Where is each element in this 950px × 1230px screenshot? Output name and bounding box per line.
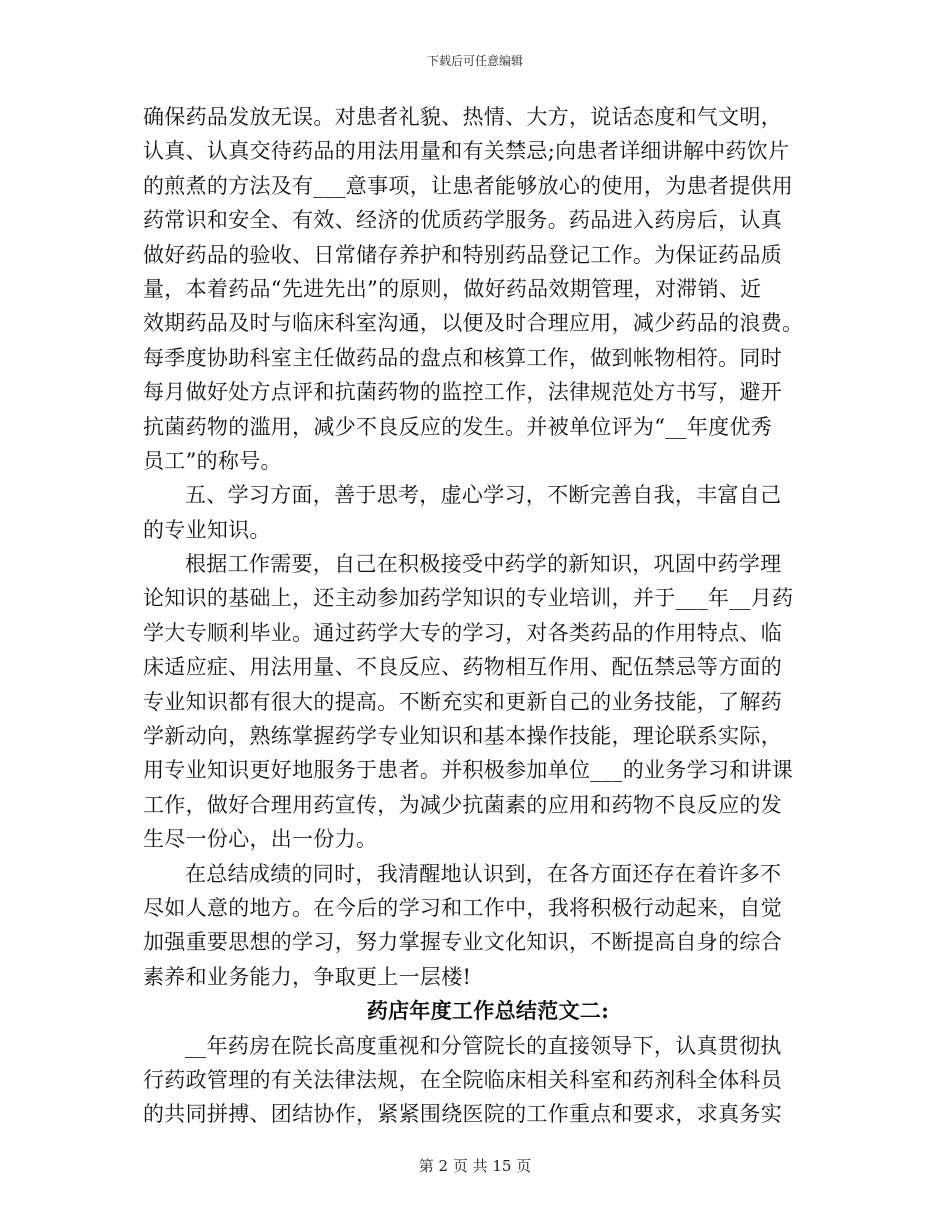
- text-line: 学新动向，熟练掌握药学专业知识和基本操作技能，理论联系实际，: [143, 724, 782, 749]
- page-header: 下载后可任意编辑: [426, 54, 523, 68]
- text-line: 药常识和安全、有效、经济的优质药学服务。药品进入药房后，认真: [143, 208, 782, 233]
- text-line: 每季度协助科室主任做药品的盘点和核算工作，做到帐物相符。同时: [143, 345, 782, 370]
- text-line: 员工”的称号。: [143, 448, 282, 473]
- text-line: 根据工作需要，自己在积极接受中药学的新知识，巩固中药学理: [185, 552, 782, 577]
- text-line: 生尽一份心，出一份力。: [143, 827, 378, 852]
- text-line: 抗菌药物的滥用，减少不良反应的发生。并被单位评为“__年度优秀: [143, 414, 773, 439]
- text-line: 五、学习方面，善于思考，虚心学习，不断完善自我，丰富自己: [185, 483, 782, 508]
- text-line: 每月做好处方点评和抗菌药物的监控工作，法律规范处方书写，避开: [143, 380, 782, 405]
- text-line: 的煎煮的方法及有___意事项，让患者能够放心的使用，为患者提供用: [143, 173, 794, 198]
- document-body: [143, 100, 803, 1132]
- text-line: 专业知识都有很大的提高。不断充实和更新自己的业务技能，了解药: [143, 689, 782, 714]
- section-title: 药店年度工作总结范文二:: [366, 998, 610, 1024]
- text-line: 加强重要思想的学习，努力掌握专业文化知识，不断提高自身的综合: [143, 930, 782, 955]
- text-line: 效期药品及时与临床科室沟通，以便及时合理应用，减少药品的浪费。: [143, 311, 804, 336]
- text-line: 确保药品发放无误。对患者礼貌、热情、大方，说话态度和气文明，: [143, 105, 782, 129]
- text-line: 的共同拼搏、团结协作，紧紧围绕医院的工作重点和要求，求真务实: [143, 1102, 782, 1127]
- text-line: 行药政管理的有关法律法规，在全院临床相关科室和药剂科全体科员: [143, 1067, 782, 1092]
- text-line: 学大专顺利毕业。通过药学大专的学习，对各类药品的作用特点、临: [143, 620, 782, 645]
- text-line: 素养和业务能力，争取更上一层楼!: [143, 964, 472, 989]
- text-line: 的专业知识。: [143, 517, 271, 542]
- text-line: 在总结成绩的同时，我清醒地认识到，在各方面还存在着许多不: [185, 861, 782, 886]
- text-line: 论知识的基础上，还主动参加药学知识的专业培训，并于___年__月药: [143, 586, 794, 611]
- text-line: __年药房在院长高度重视和分管院长的直接领导下，认真贯彻执: [185, 1033, 782, 1058]
- text-line: 用专业知识更好地服务于患者。并积极参加单位___的业务学习和讲课: [143, 758, 794, 783]
- page-footer: 第 2 页 共 15 页: [418, 1157, 532, 1175]
- text-line: 量，本着药品“先进先出”的原则，做好药品效期管理，对滞销、近: [143, 276, 762, 301]
- text-line: 做好药品的验收、日常储存养护和特别药品登记工作。为保证药品质: [143, 242, 782, 267]
- text-line: 认真、认真交待药品的用法用量和有关禁忌;向患者详细讲解中药饮片: [143, 139, 790, 164]
- text-line: 床适应症、用法用量、不良反应、药物相互作用、配伍禁忌等方面的: [143, 655, 782, 680]
- text-line: 尽如人意的地方。在今后的学习和工作中，我将积极行动起来，自觉: [143, 895, 782, 920]
- text-line: 工作，做好合理用药宣传，为减少抗菌素的应用和药物不良反应的发: [143, 792, 782, 817]
